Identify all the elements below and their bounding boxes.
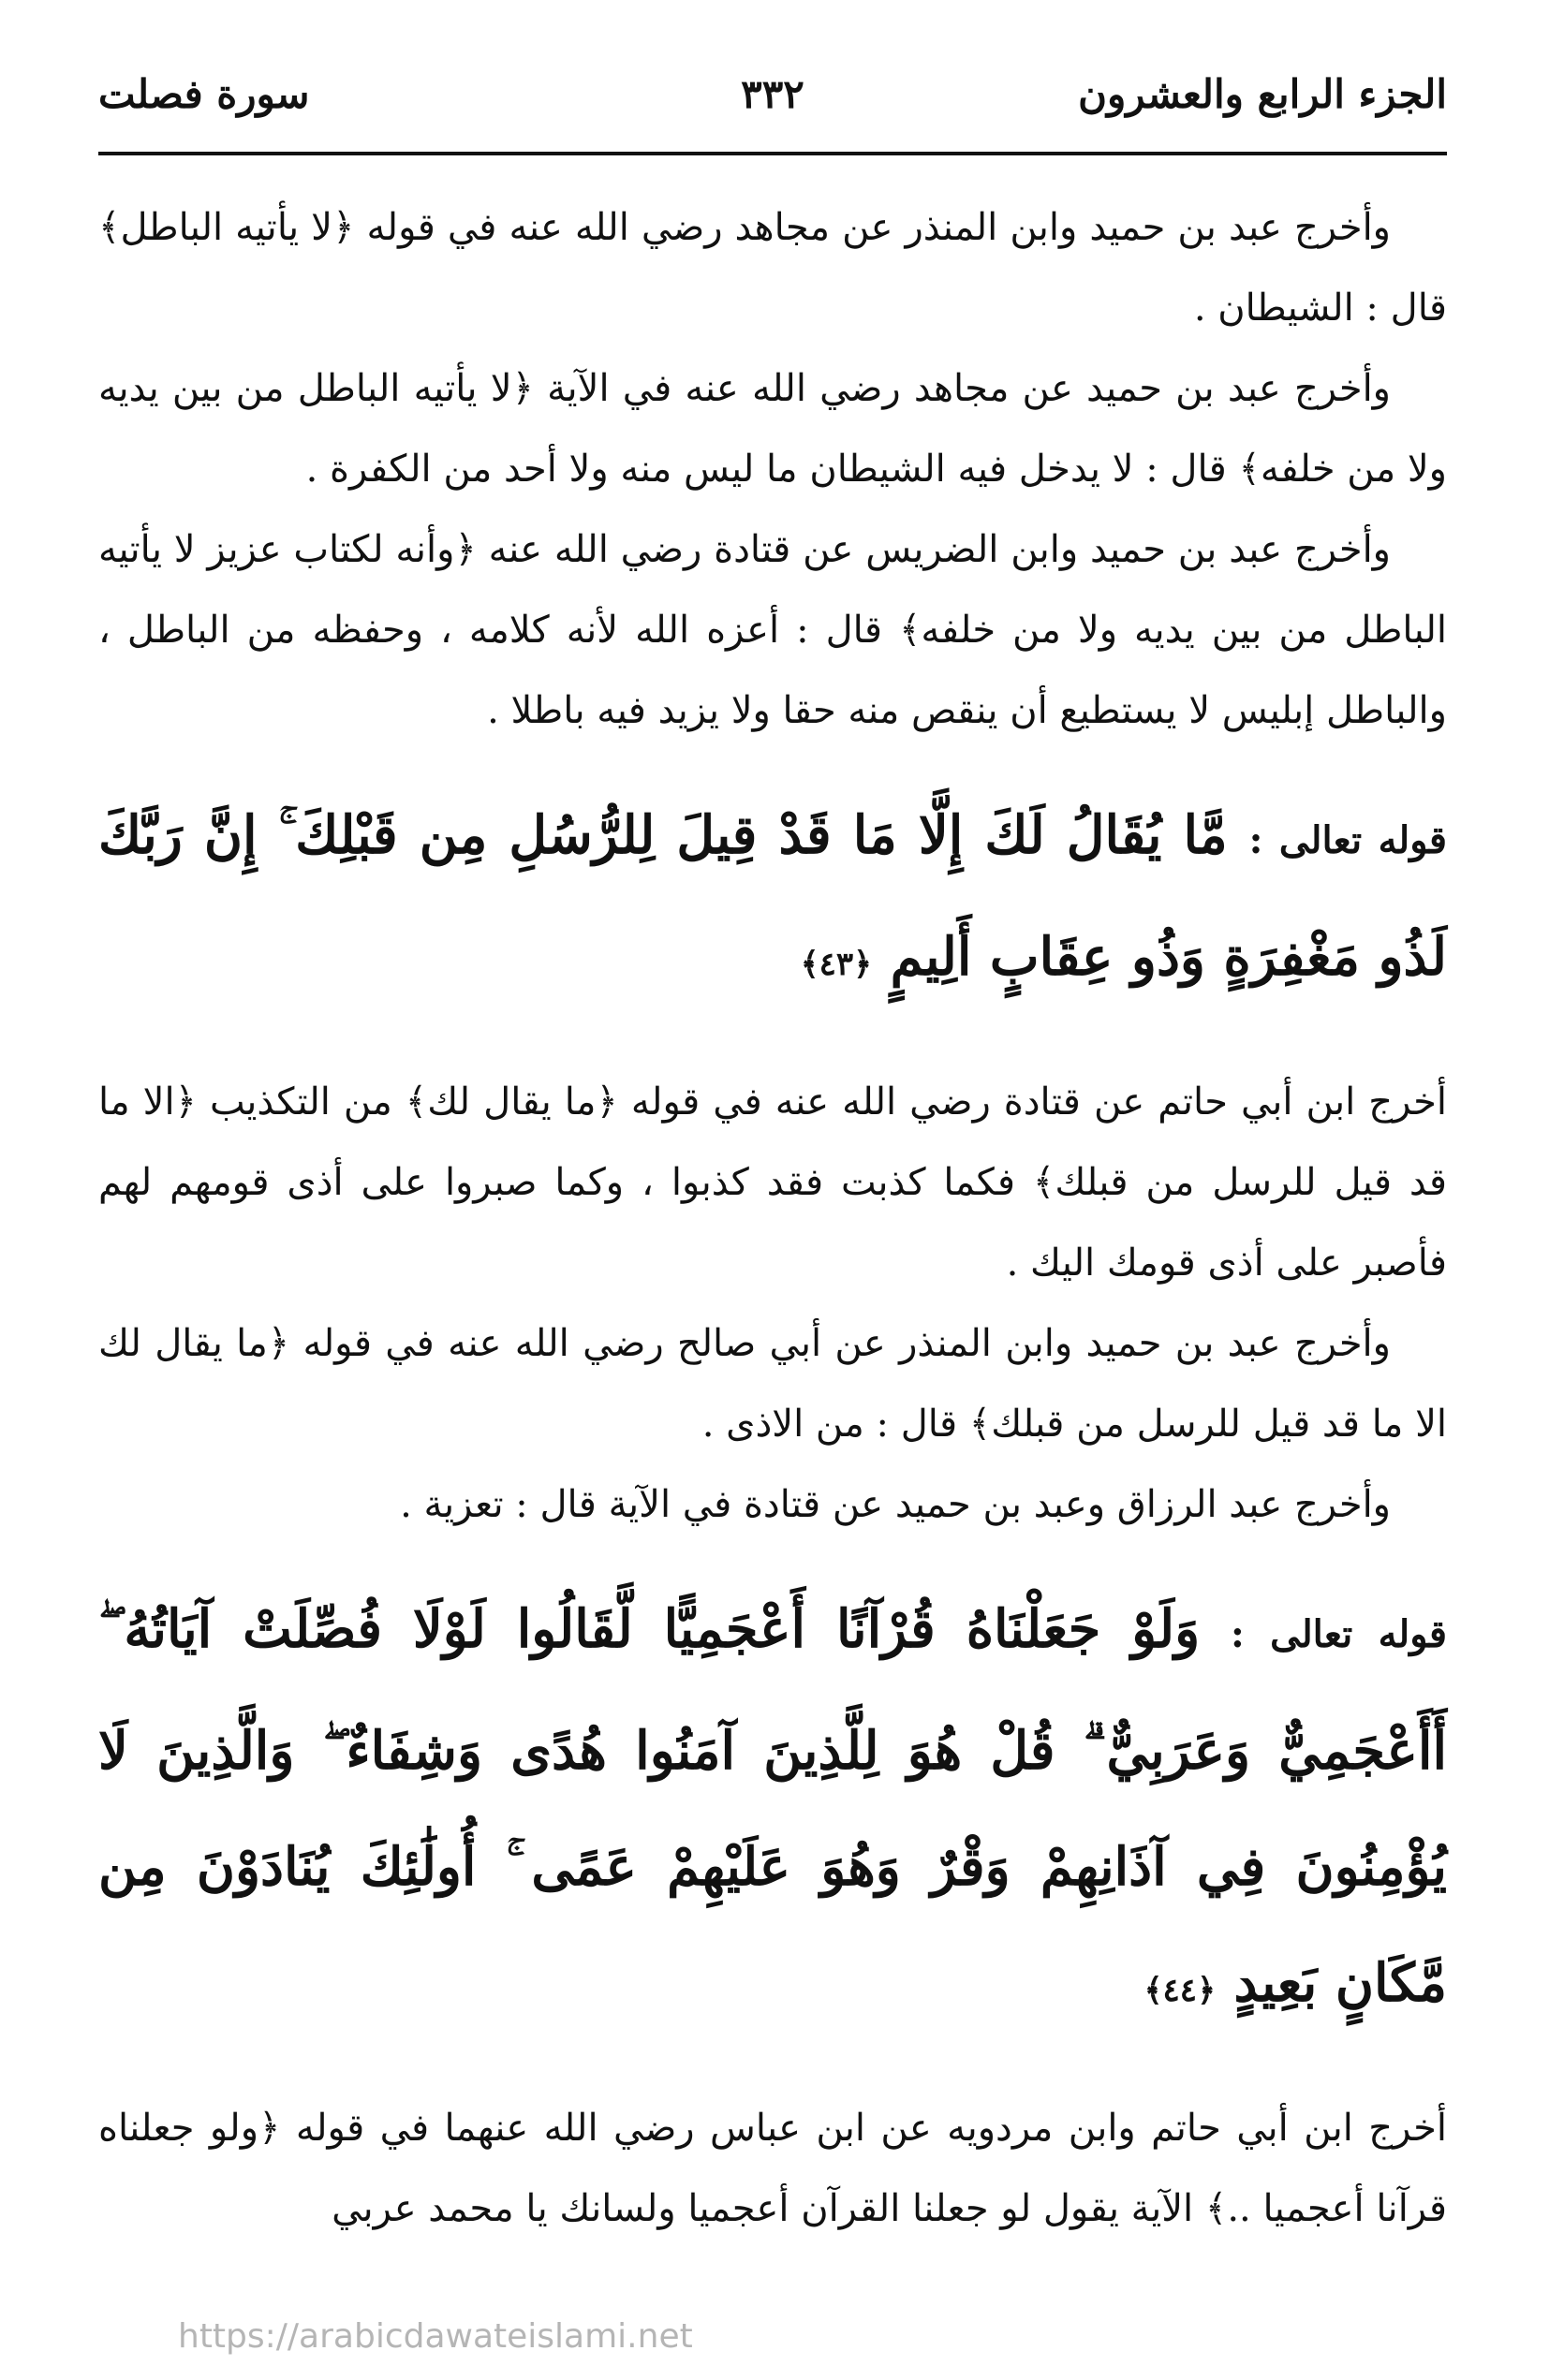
narration-paragraph: وأخرج عبد بن حميد وابن المنذر عن مجاهد رضي الله عنه في قوله ﴿لا يأتيه الباطل﴾ قال : الشيطان .: [98, 206, 1447, 330]
watermark-url: https://arabicdawateislami.net: [178, 2317, 693, 2356]
verse-text: وَلَوْ جَعَلْنَاهُ قُرْآنًا أَعْجَمِيًّا لَّقَالُوا لَوْلَا فُصِّلَتْ آيَاتُهُ ۖ أَأَعْجَمِيٌّ وَعَرَبِيٌّ ۗ قُلْ هُوَ لِلَّذِينَ آمَنُوا هُدًى وَشِفَاءٌ ۖ وَالَّذِينَ لَا يُؤْمِنُونَ فِي آذَانِهِمْ وَقْرٌ وَهُوَ عَلَيْهِمْ عَمًى ۚ أُولَٰئِكَ يُنَادَوْنَ مِن مَّكَانٍ بَعِيدٍ: [98, 1598, 1447, 2014]
quran-verse-43: [98, 777, 1447, 1022]
ayah-number: ﴿٤٤﴾: [1143, 1972, 1216, 2009]
juz-title: الجزء الرابع والعشرون: [1078, 71, 1447, 117]
ayah-number: ﴿٤٣﴾: [800, 946, 873, 983]
narration-paragraph: وأخرج عبد بن حميد وابن الضريس عن قتادة رضي الله عنه ﴿وأنه لكتاب عزيز لا يأتيه الباطل من بين يديه ولا من خلفه﴾ قال : أعزه الله لأنه كلامه ، وحفظه من الباطل ، والباطل إبليس لا يستطيع أن ينقص منه حقا ولا يزيد فيه باطلا .: [98, 528, 1447, 732]
surah-title: سورة فصلت: [98, 71, 310, 117]
book-page: [98, 66, 1448, 2230]
verse-lead: قوله تعالى :: [1231, 1612, 1448, 1656]
verse-text: مَّا يُقَالُ لَكَ إِلَّا مَا قَدْ قِيلَ لِلرُّسُلِ مِن قَبْلِكَ ۚ إِنَّ رَبَّكَ لَذُو مَغْفِرَةٍ وَذُو عِقَابٍ أَلِيمٍ: [98, 804, 1447, 988]
narration-paragraph: أخرج ابن أبي حاتم وابن مردويه عن ابن عباس رضي الله عنهما في قوله ﴿ولو جعلناه قرآنا أعجميا ..﴾ الآية يقول لو جعلنا القرآن أعجميا ولسانك يا محمد عربي: [98, 2107, 1447, 2230]
page-number: ٣٣٢: [741, 71, 804, 117]
quran-verse-44: [98, 1571, 1447, 2049]
narration-paragraph: وأخرج عبد الرزاق وعبد بن حميد عن قتادة في الآية قال : تعزية .: [400, 1483, 1391, 1526]
narration-paragraph: أخرج ابن أبي حاتم عن قتادة رضي الله عنه في قوله ﴿ما يقال لك﴾ من التكذيب ﴿الا ما قد قيل للرسل من قبلك﴾ فكما كذبت فقد كذبوا ، وكما صبروا على أذى قومهم لهم فأصبر على أذى قومك اليك .: [98, 1080, 1447, 1285]
narration-paragraph: وأخرج عبد بن حميد عن مجاهد رضي الله عنه في الآية ﴿لا يأتيه الباطل من بين يديه ولا من خلفه﴾ قال : لا يدخل فيه الشيطان ما ليس منه ولا أحد من الكفرة .: [98, 367, 1447, 491]
narration-paragraph: وأخرج عبد بن حميد وابن المنذر عن أبي صالح رضي الله عنه في قوله ﴿ما يقال لك الا ما قد قيل للرسل من قبلك﴾ قال : من الاذى .: [98, 1322, 1447, 1446]
page-content: [98, 187, 1447, 2249]
header-rule: [98, 152, 1447, 155]
page-header: [98, 66, 1447, 150]
verse-lead: قوله تعالى :: [1248, 818, 1447, 862]
